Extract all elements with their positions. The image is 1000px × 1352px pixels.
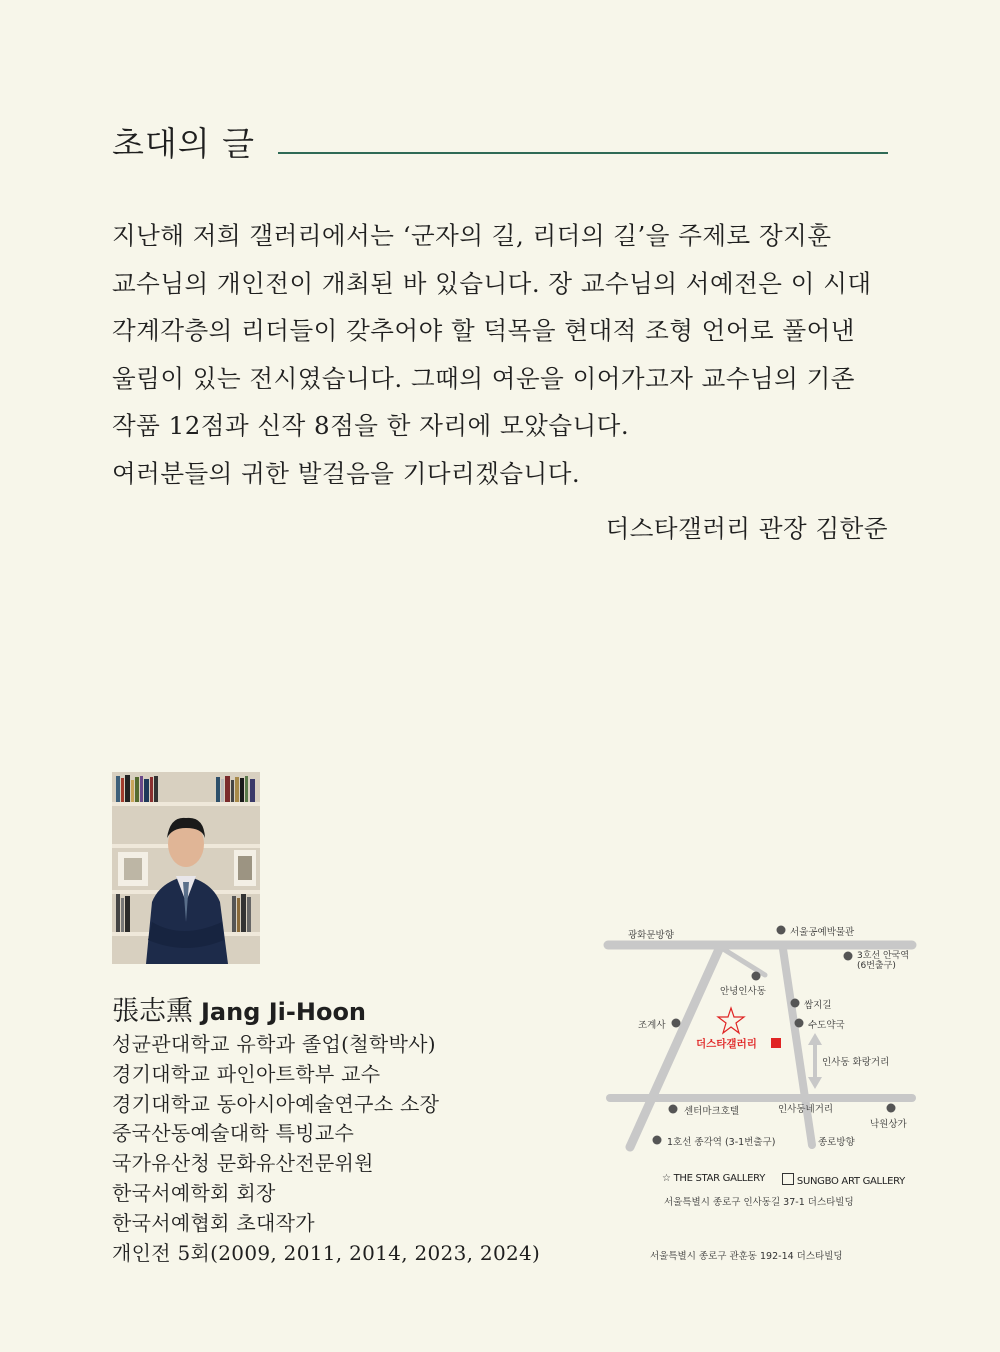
map-label-nagwon: 낙원상가 (870, 1119, 907, 1130)
map-label-pharmacy: 수도약국 (808, 1020, 845, 1031)
map-label-ssamziegil: 쌈지길 (804, 1000, 832, 1011)
body-line: 지난해 저희 갤러리에서는 ‘군자의 길, 리더의 길’을 주제로 장지훈 (112, 221, 832, 250)
nagwon-dot (887, 1104, 896, 1113)
artist-name-english: Jang Ji-Hoon (201, 998, 367, 1026)
bio-item: 개인전 5회(2009, 2011, 2014, 2023, 2024) (112, 1240, 541, 1265)
invitation-header (112, 118, 888, 162)
anguk-line: 3호선 안국역 (857, 951, 910, 961)
gallery-location-square (771, 1038, 781, 1048)
bio-item: 중국산동예술대학 특빙교수 (112, 1121, 355, 1146)
star-gallery-logo (662, 1173, 765, 1184)
artist-photo (112, 772, 260, 964)
jogyesa-dot (672, 1019, 681, 1028)
body-line: 작품 12점과 신작 8점을 한 자리에 모았습니다. (112, 411, 630, 440)
bio-item: 경기대학교 파인아트학부 교수 (112, 1061, 381, 1086)
body-line: 울림이 있는 전시였습니다. 그때의 여운을 이어가고자 교수님의 기존 (112, 363, 855, 393)
map-label-jonggak: 1호선 종각역 (3-1번출구) (667, 1137, 776, 1148)
ssamziegil-dot (791, 999, 800, 1008)
artist-name (112, 989, 366, 1028)
map-label-insadong-crossroad: 인사동네거리 (778, 1104, 834, 1115)
artist-bio (112, 1030, 540, 1268)
jonggak-dot (653, 1136, 662, 1145)
body-line: 각계각층의 리더들이 갖추어야 할 덕목을 현대적 조형 언어로 풀어낸 (112, 316, 855, 345)
body-line: 여러분들의 귀한 발걸음을 기다리겠습니다. (112, 458, 581, 488)
map-label-jogyesa: 조계사 (638, 1020, 666, 1031)
location-map (600, 915, 920, 1265)
center-mark-dot (669, 1105, 678, 1114)
invitation-title: 초대의 글 (112, 124, 256, 163)
anguk-dot (844, 952, 853, 961)
anguk-exit-line: (6번출구) (857, 961, 896, 971)
craft-museum-dot (777, 926, 786, 935)
sungbo-gallery-logo-text: SUNGBO ART GALLERY (796, 1176, 905, 1187)
star-logo-icon: ☆ (662, 1173, 671, 1184)
artist-name-hanja: 張志熏 (112, 996, 193, 1027)
invitation-body (112, 212, 902, 497)
map-label-gwanghwamun: 광화문방향 (628, 930, 674, 941)
body-line: 교수님의 개인전이 개최된 바 있습니다. 장 교수님의 서예전은 이 시대 (112, 268, 872, 298)
map-label-craft-museum: 서울공예박물관 (790, 927, 855, 938)
gallery-address-1: 서울특별시 종로구 인사동길 37-1 더스타빌딩 (664, 1197, 854, 1208)
bio-item: 한국서예협회 초대작가 (112, 1210, 315, 1235)
star-marker-icon (718, 1008, 744, 1033)
signature: 더스타갤러리 관장 김한준 (605, 514, 888, 543)
sungbo-logo-icon (782, 1173, 794, 1185)
star-gallery-logo-text: THE STAR GALLERY (673, 1173, 766, 1184)
annyeong-dot (752, 972, 761, 981)
map-label-anguk (857, 951, 909, 971)
bio-item: 국가유산청 문화유산전문위원 (112, 1151, 374, 1176)
map-label-center-mark: 센터마크호텔 (684, 1106, 740, 1117)
bio-item: 한국서예학회 회장 (112, 1180, 276, 1205)
bio-item: 경기대학교 동아시아예술연구소 소장 (112, 1091, 440, 1116)
gallery-address-2: 서울특별시 종로구 관훈동 192-14 더스타빌딩 (650, 1251, 843, 1262)
bio-item: 성균관대학교 유학과 졸업(철학박사) (112, 1032, 436, 1056)
map-label-insadong-street: 인사동 화랑거리 (822, 1057, 890, 1068)
map-label-annyeong: 안녕인사동 (720, 986, 766, 997)
sungbo-gallery-logo (782, 1173, 905, 1187)
map-label-jongno: 종로방향 (818, 1137, 855, 1148)
map-label-gallery: 더스타갤러리 (696, 1038, 757, 1050)
pharmacy-dot (795, 1019, 804, 1028)
title-rule (278, 152, 888, 154)
